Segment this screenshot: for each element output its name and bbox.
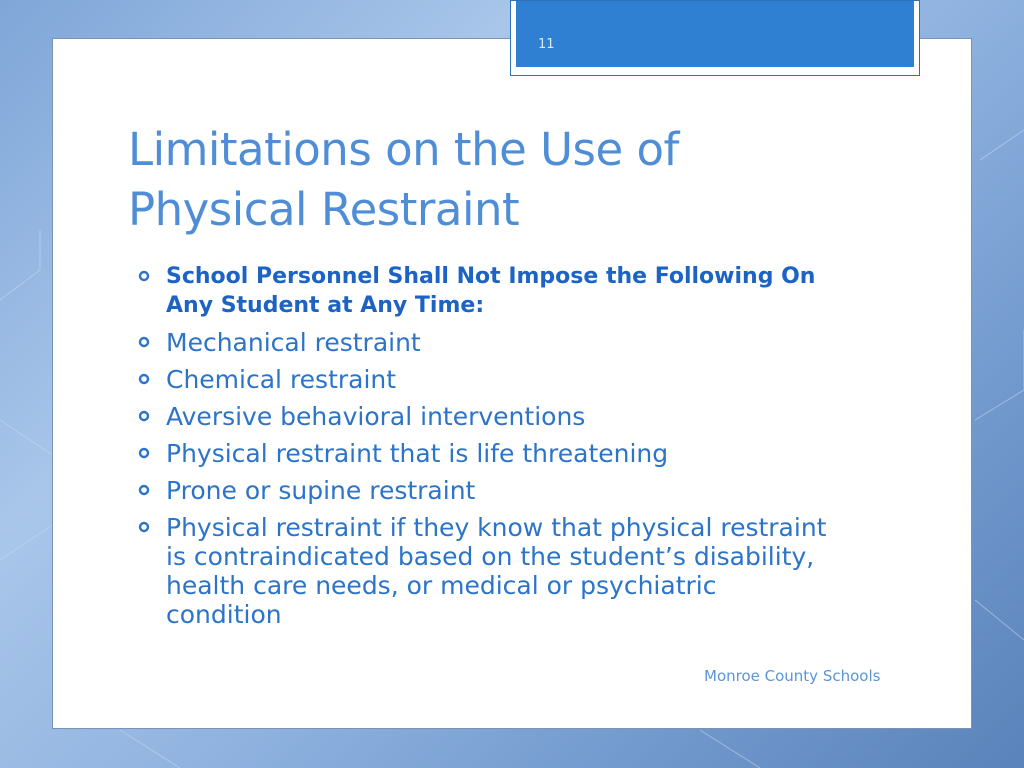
slide-title (128, 120, 828, 240)
bullet-text: Aversive behavioral interventions (166, 402, 586, 431)
footer-text: Monroe County Schools (704, 667, 881, 685)
circle-bullet-icon (138, 270, 150, 282)
bullet-item (130, 439, 830, 468)
bullet-text: Physical restraint if they know that physical restraint is contraindicated based on the student’s disability, health care needs, or medical or psychiatric condition (166, 513, 827, 629)
slide-number: 11 (538, 37, 555, 52)
circle-bullet-icon (138, 373, 150, 385)
bullet-item (130, 476, 830, 505)
bullet-item (130, 402, 830, 431)
slide-title-line-2: Physical Restraint (128, 183, 520, 236)
circle-bullet-icon (138, 521, 150, 533)
bullet-item (130, 365, 830, 394)
circle-bullet-icon (138, 410, 150, 422)
bullet-text: Physical restraint that is life threatening (166, 439, 669, 468)
slide-number-box (510, 0, 920, 76)
bullet-text: Mechanical restraint (166, 328, 421, 357)
circle-bullet-icon (138, 336, 150, 348)
bullet-item (130, 262, 830, 320)
circle-bullet-icon (138, 484, 150, 496)
bullet-text: Prone or supine restraint (166, 476, 476, 505)
slide-number-banner (516, 1, 914, 67)
bullet-item (130, 328, 830, 357)
circle-bullet-icon (138, 447, 150, 459)
slide-title-line-1: Limitations on the Use of (128, 123, 679, 176)
bullet-text: Chemical restraint (166, 365, 397, 394)
bullet-item (130, 513, 830, 629)
bullet-list (130, 262, 830, 637)
bullet-text: School Personnel Shall Not Impose the Following On Any Student at Any Time: (166, 264, 816, 318)
